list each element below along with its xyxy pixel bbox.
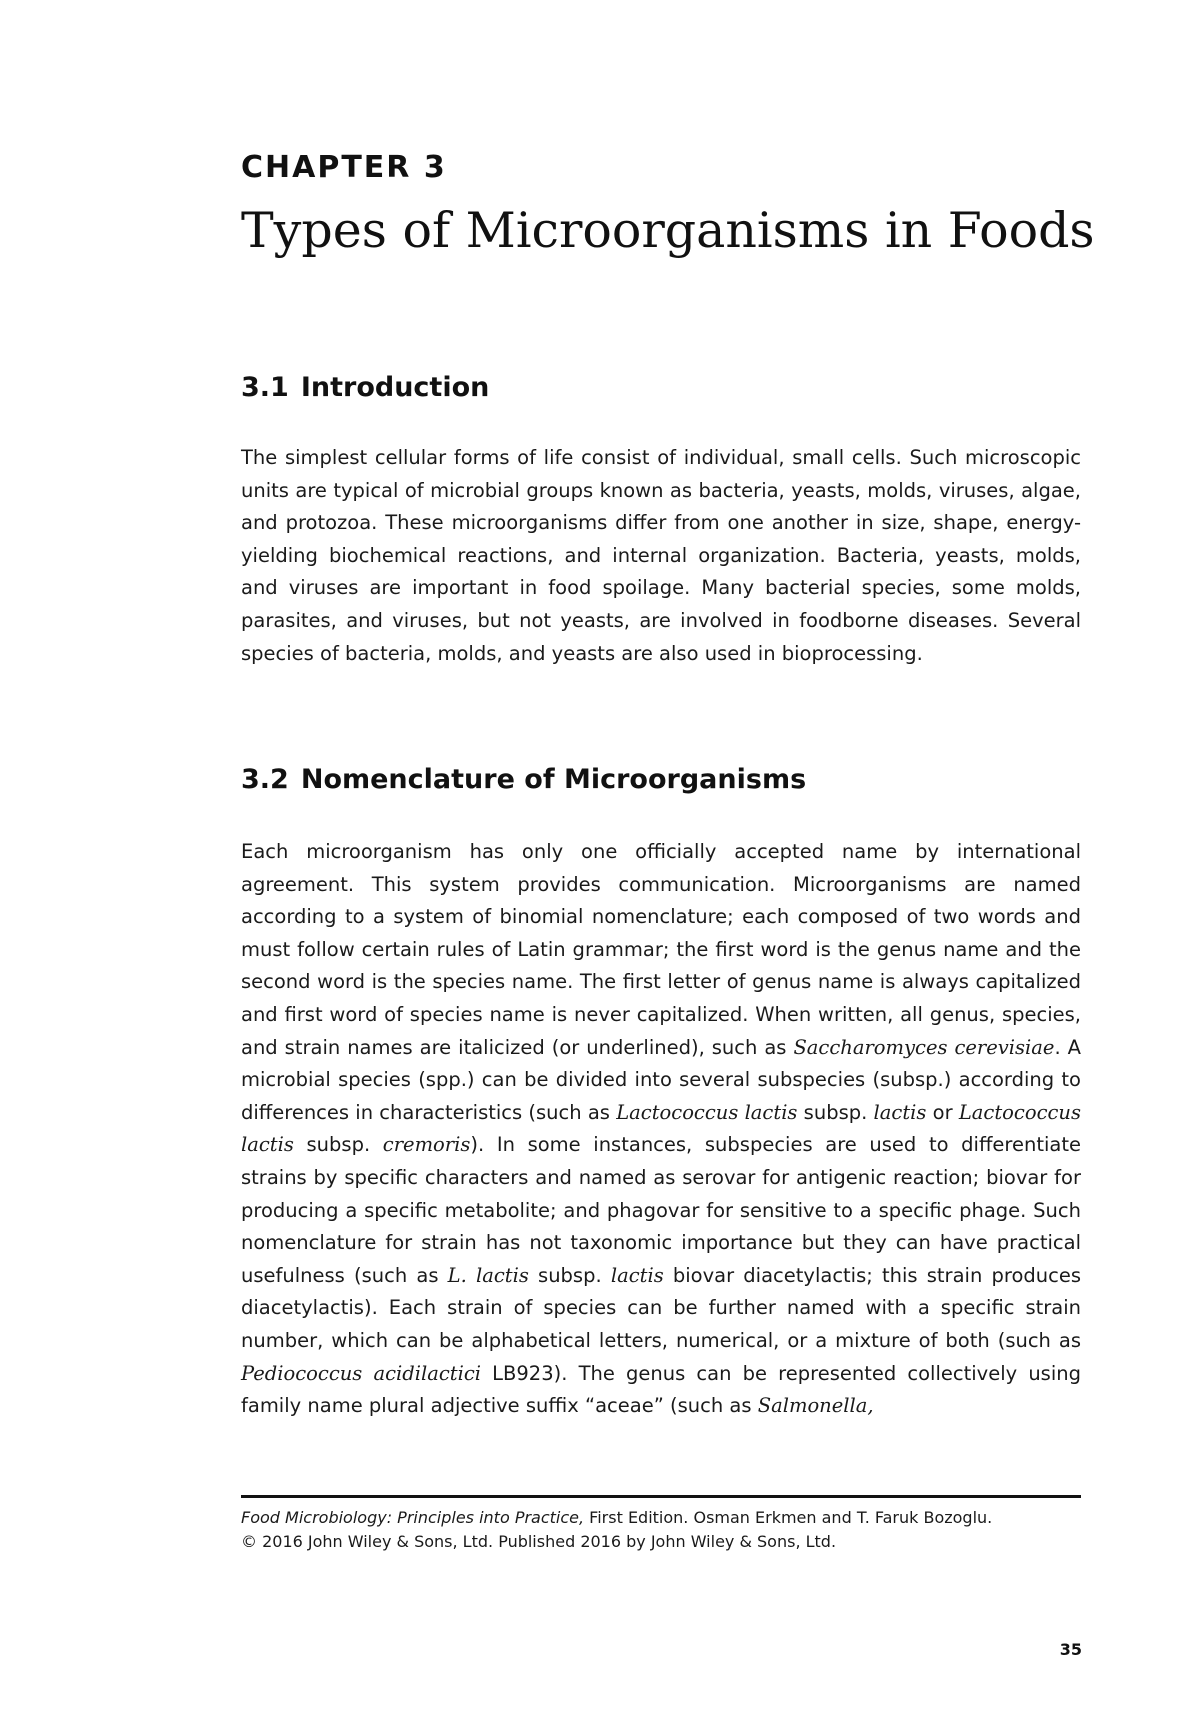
text-run: subsp. (797, 1100, 874, 1124)
text-run: LB923). The genus can be represented collectively using family name plural adjective suffix “aceae” (such as (241, 1361, 1081, 1418)
paragraph-text: The simplest cellular forms of life consist of individual, small cells. Such microscopic units are typical of microbial groups known as bacteria, yeasts, molds, viruses, algae, and protozoa. These microorganisms differ from one another in size, shape, energy-yielding biochemical reactions, and internal organization. Bacteria, yeasts, molds, and viruses are important in food spoilage. Many bacterial species, some molds, parasites, and viruses, but not yeasts, are involved in foodborne diseases. Several species of bacteria, molds, and yeasts are also used in bioprocessing. (241, 446, 1081, 665)
edition-authors: First Edition. Osman Erkmen and T. Faruk Bozoglu. (584, 1508, 993, 1527)
text-run: . A microbial species (spp.) can be divided into several subspecies (subsp.) according to differences in characteristics (such as (241, 1035, 1081, 1124)
italic-taxon: Salmonella, (757, 1394, 874, 1418)
section-number: 3.2 (241, 764, 289, 795)
italic-taxon: cremoris (382, 1133, 471, 1157)
section-heading-introduction (241, 372, 489, 403)
italic-taxon: Saccharomyces cerevisiae (793, 1035, 1055, 1059)
italic-taxon: Lactococcus lactis (616, 1100, 798, 1124)
italic-taxon: lactis (610, 1263, 664, 1287)
text-run: biovar diacetylactis; this strain produces diacetylactis). Each strain of species can be further named with a specific strain number, which can be alphabetical letters, numerical, or a mixture of both (such as (241, 1263, 1081, 1352)
section-title: Introduction (300, 372, 490, 403)
book-title: Food Microbiology: Principles into Practice, (241, 1508, 585, 1527)
chapter-label: CHAPTER 3 (241, 150, 447, 185)
text-run: subsp. (528, 1263, 611, 1287)
section-number: 3.1 (241, 372, 289, 403)
section-title: Nomenclature of Microorganisms (300, 764, 807, 795)
paragraph-text (241, 836, 1081, 1423)
section-heading-nomenclature (241, 764, 806, 795)
italic-taxon: Lactococcus lactis (241, 1100, 1081, 1157)
chapter-title: Types of Microorganisms in Foods (241, 202, 1095, 259)
copyright-line: © 2016 John Wiley & Sons, Ltd. Published 2016 by John Wiley & Sons, Ltd. (241, 1532, 837, 1551)
text-run: or (926, 1100, 959, 1124)
text-run: Each microorganism has only one officially accepted name by international agreement. This system provides communication. Microorganisms are named according to a system of binomial nomenclature; each composed of two words and must follow certain rules of Latin grammar; the first word is the genus name and the second word is the species name. The first letter of genus name is always capitalized and first word of species name is never capitalized. When written, all genus, species, and strain names are italicized (or underlined), such as (241, 840, 1081, 1059)
text-run: ). In some instances, subspecies are used to differentiate strains by specific characters and named as serovar for antigenic reaction; biovar for producing a specific metabolite; and phagovar for sensitive to a specific phage. Such nomenclature for strain has not taxonomic importance but they can have practical usefulness (such as (241, 1133, 1081, 1287)
italic-taxon: L. lactis (447, 1263, 529, 1287)
citation-line (241, 1506, 1101, 1530)
italic-taxon: Pediococcus acidilactici (241, 1361, 481, 1385)
footnote-rule (241, 1495, 1081, 1498)
copyright-footnote (241, 1506, 1101, 1554)
page-number: 35 (1059, 1640, 1082, 1659)
text-run: subsp. (293, 1133, 383, 1157)
italic-taxon: lactis (873, 1100, 927, 1124)
introduction-paragraph (241, 442, 1081, 670)
nomenclature-paragraph (241, 836, 1081, 1423)
